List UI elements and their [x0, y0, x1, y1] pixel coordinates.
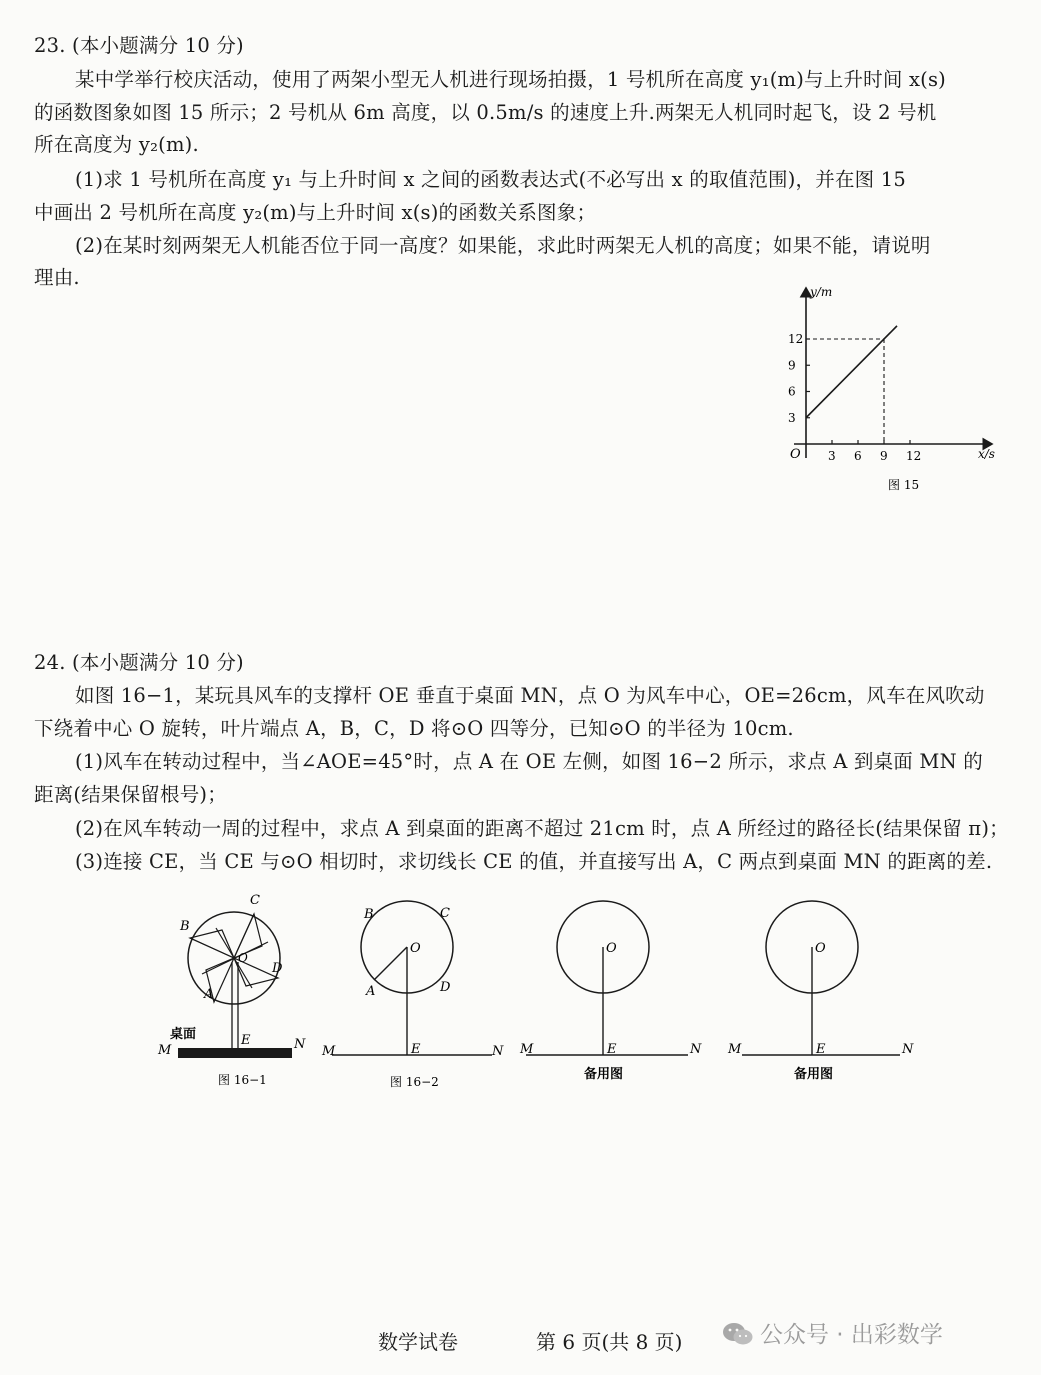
point-label-A: A [366, 984, 376, 999]
figure-caption: 图 15 [888, 478, 920, 492]
y-tick-label: 12 [788, 332, 804, 346]
series-line-y1 [806, 326, 897, 418]
table-surface [178, 1048, 292, 1058]
point-label-C: C [250, 893, 260, 908]
q23-text-line: 理由. [34, 266, 80, 289]
y-tick-label: 6 [788, 384, 796, 399]
point-label-N: N [690, 1042, 702, 1057]
backup-figure-1 [512, 895, 704, 1090]
x-tick-label: 3 [828, 449, 836, 463]
q23-text-line: 某中学举行校庆活动，使用了两架小型无人机进行现场拍摄，1 号机所在高度 y₁(m)与上升时间 x(s) [75, 68, 946, 91]
y-axis-label: y/m [810, 285, 833, 299]
segment-OA [374, 947, 407, 980]
point-label-D: D [272, 961, 283, 976]
figure-15-graph [770, 276, 1010, 498]
point-label-O: O [815, 941, 826, 956]
point-label-M: M [322, 1044, 336, 1059]
point-label-A: A [204, 987, 214, 1002]
q23-text-line: 的函数图象如图 15 所示；2 号机从 6m 高度，以 0.5m/s 的速度上升.两架无人机同时起飞，设 2 号机 [34, 101, 937, 124]
figure-caption: 备用图 [584, 1067, 624, 1082]
q24-text-line: (1)风车在转动过程中，当∠AOE=45°时，点 A 在 OE 左侧，如图 16−2 所示，求点 A 到桌面 MN 的 [75, 750, 983, 773]
point-label-O: O [410, 941, 421, 956]
watermark-text: 公众号 · 出彩数学 [760, 1322, 943, 1348]
footer-page-number: 第 6 页(共 8 页) [536, 1330, 683, 1354]
point-label-E: E [816, 1042, 826, 1057]
q24-text-line: 下绕着中心 O 旋转，叶片端点 A，B，C，D 将⊙O 四等分，已知⊙O 的半径为 10cm. [34, 717, 794, 740]
point-label-B: B [180, 919, 190, 934]
x-tick-label: 6 [854, 449, 862, 463]
q24-text-line: 如图 16−1，某玩具风车的支撑杆 OE 垂直于桌面 MN，点 O 为风车中心，OE=26cm，风车在风吹动 [75, 684, 985, 707]
figure-16-1 [150, 888, 310, 1093]
point-label-B: B [364, 907, 374, 922]
backup-figure-2 [720, 895, 920, 1090]
q23-text-line: 中画出 2 号机所在高度 y₂(m)与上升时间 x(s)的函数关系图象； [34, 201, 597, 224]
footer-subject: 数学试卷 [378, 1330, 458, 1354]
point-label-E: E [607, 1042, 617, 1057]
y-tick-label: 3 [788, 410, 796, 425]
figure-caption: 图 16−1 [218, 1073, 267, 1087]
point-label-D: D [440, 980, 451, 995]
figure-caption: 图 16−2 [390, 1075, 439, 1089]
x-tick-label: 9 [880, 449, 888, 463]
q24-text-line: (2)在风车转动一周的过程中，求点 A 到桌面的距离不超过 21cm 时，点 A 所经过的路径长(结果保留 π)； [75, 817, 1009, 840]
point-label-O: O [238, 951, 248, 965]
q23-text-line: 所在高度为 y₂(m). [34, 133, 199, 156]
origin-label: O [790, 447, 801, 462]
figure-16-2 [318, 895, 508, 1095]
q23-heading: 23. (本小题满分 10 分) [34, 34, 244, 57]
x-axis-label: x/s [978, 447, 995, 461]
y-tick-label: 9 [788, 358, 796, 373]
watermark [722, 1316, 943, 1349]
q23-text-line: (2)在某时刻两架无人机能否位于同一高度？如果能，求此时两架无人机的高度；如果不能，请说明 [75, 234, 931, 257]
point-label-M: M [158, 1043, 172, 1058]
point-label-E: E [411, 1042, 421, 1057]
point-label-M: M [520, 1042, 534, 1057]
point-label-O: O [606, 941, 617, 956]
point-label-M: M [728, 1042, 742, 1057]
point-label-N: N [294, 1037, 306, 1052]
q24-heading: 24. (本小题满分 10 分) [34, 651, 244, 674]
q24-text-line: (3)连接 CE，当 CE 与⊙O 相切时，求切线长 CE 的值，并直接写出 A，C 两点到桌面 MN 的距离的差. [75, 850, 993, 873]
point-label-E: E [241, 1033, 251, 1048]
point-label-N: N [902, 1042, 914, 1057]
q23-text-line: (1)求 1 号机所在高度 y₁ 与上升时间 x 之间的函数表达式(不必写出 x 的取值范围)，并在图 15 [75, 168, 906, 191]
x-tick-label: 12 [906, 449, 922, 463]
point-label-C: C [440, 906, 450, 921]
table-label: 桌面 [170, 1027, 197, 1042]
figure-caption: 备用图 [794, 1067, 834, 1082]
q24-text-line: 距离(结果保留根号)； [34, 783, 227, 806]
point-label-N: N [492, 1044, 504, 1059]
wechat-icon [722, 1321, 754, 1347]
